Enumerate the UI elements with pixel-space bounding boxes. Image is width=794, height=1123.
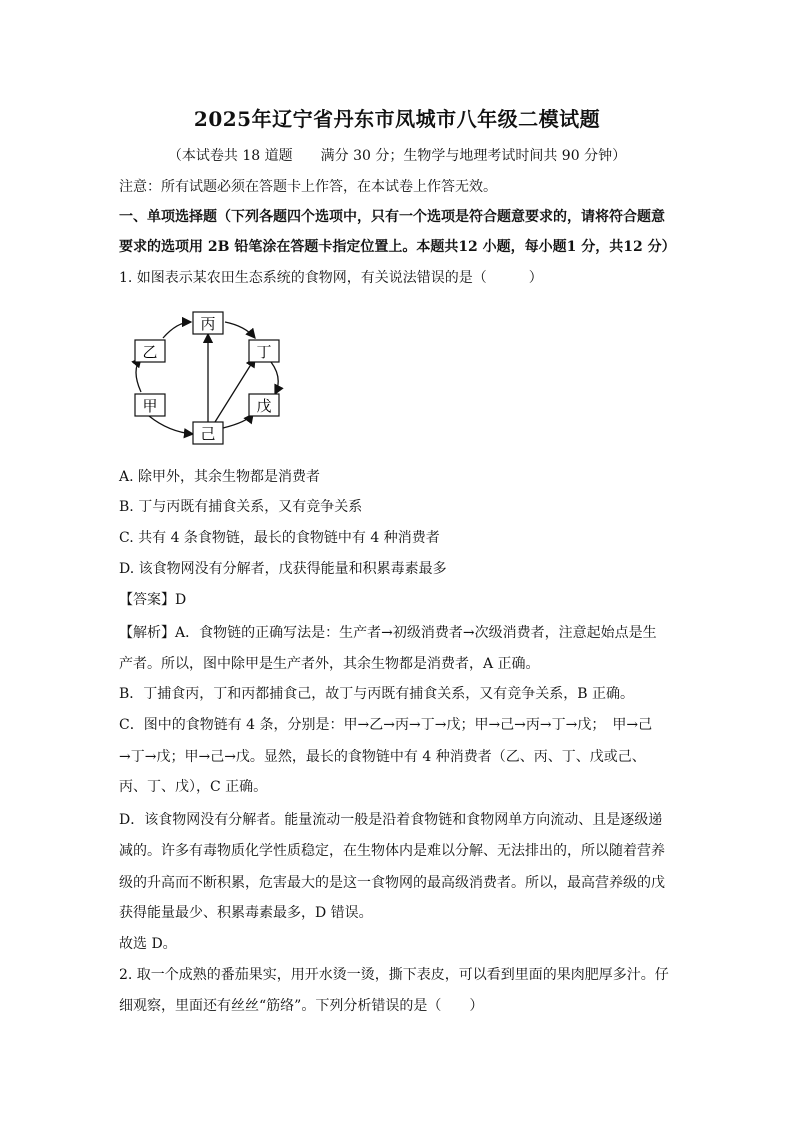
option-a: A. 除甲外，其余生物都是消费者 — [119, 469, 321, 485]
analysis-line: 丙、丁、戊），C 正确。 — [119, 779, 268, 795]
analysis-line: 获得能量最少、积累毒素最多，D 错误。 — [119, 905, 373, 921]
option-c: C. 共有 4 条食物链，最长的食物链中有 4 种消费者 — [119, 530, 440, 546]
node-wu — [249, 394, 279, 416]
svg-text:乙: 乙 — [142, 343, 158, 361]
analysis-line: 故选 D。 — [119, 936, 177, 952]
answer-text: 【答案】D — [119, 592, 187, 608]
analysis-line: →丁→戊；甲→己→戊。显然，最长的食物链中有 4 种消费者（乙、丙、丁、戊或己、 — [119, 749, 646, 765]
arrow-jia-to-ji — [149, 416, 193, 434]
analysis-line: 【解析】A．食物链的正确写法是：生产者→初级消费者→次级消费者，注意起始点是生 — [119, 625, 657, 641]
question-1-stem: 1. 如图表示某农田生态系统的食物网，有关说法错误的是（ ） — [119, 270, 543, 286]
option-d: D. 该食物网没有分解者，戊获得能量和积累毒素最多 — [119, 561, 447, 577]
exam-info-subtitle: （本试卷共 18 道题 满分 30 分；生物学与地理考试时间共 90 分钟） — [167, 148, 627, 164]
option-b: B. 丁与丙既有捕食关系，又有竞争关系 — [119, 499, 363, 515]
section-heading-line-2: 要求的选项用 2B 铅笔涂在答题卡指定位置上。本题共12 小题，每小题1 分，共12 分） — [119, 239, 676, 255]
analysis-line: 产者。所以，图中除甲是生产者外，其余生物都是消费者，A 正确。 — [119, 656, 540, 672]
food-web-diagram — [119, 300, 299, 460]
arrow-yi-to-bing — [163, 322, 191, 338]
analysis-line: C．图中的食物链有 4 条，分别是：甲→乙→丙→丁→戊；甲→己→丙→丁→戊； 甲→己 — [119, 717, 653, 733]
svg-text:己: 己 — [200, 425, 216, 443]
page-title: 2025年辽宁省丹东市凤城市八年级二模试题 — [193, 107, 601, 131]
arrow-ding-to-wu — [271, 362, 278, 394]
notice-text: 注意：所有试题必须在答题卡上作答，在本试卷上作答无效。 — [119, 179, 497, 195]
svg-text:戊: 戊 — [256, 397, 272, 415]
node-jia — [135, 394, 165, 416]
svg-text:丙: 丙 — [200, 315, 216, 333]
analysis-line: B．丁捕食丙，丁和丙都捕食己，故丁与丙既有捕食关系，又有竞争关系，B 正确。 — [119, 686, 635, 702]
node-yi — [135, 340, 165, 362]
svg-text:丁: 丁 — [256, 343, 272, 361]
section-heading-line-1: 一、单项选择题（下列各题四个选项中，只有一个选项是符合题意要求的，请将符合题意 — [119, 209, 665, 225]
analysis-line: 减的。许多有毒物质化学性质稳定，在生物体内是难以分解、无法排出的，所以随着营养 — [119, 843, 665, 859]
node-bing — [193, 312, 223, 334]
node-ding — [249, 340, 279, 362]
analysis-line: 级的升高而不断积累，危害最大的是这一食物网的最高级消费者。所以，最高营养级的戊 — [119, 875, 665, 891]
node-ji — [193, 422, 223, 444]
question-2-stem-line-1: 2. 取一个成熟的番茄果实，用开水烫一烫，撕下表皮，可以看到里面的果肉肥厚多汁。仔 — [119, 967, 669, 983]
arrow-jia-to-yi — [136, 358, 141, 392]
question-2-stem-line-2: 细观察，里面还有丝丝“筋络”。下列分析错误的是（ ） — [119, 998, 484, 1014]
analysis-line: D．该食物网没有分解者。能量流动一般是沿着食物链和食物网单方向流动、且是逐级递 — [119, 812, 663, 828]
arrow-bing-to-ding — [225, 322, 255, 338]
svg-text:甲: 甲 — [142, 397, 158, 415]
